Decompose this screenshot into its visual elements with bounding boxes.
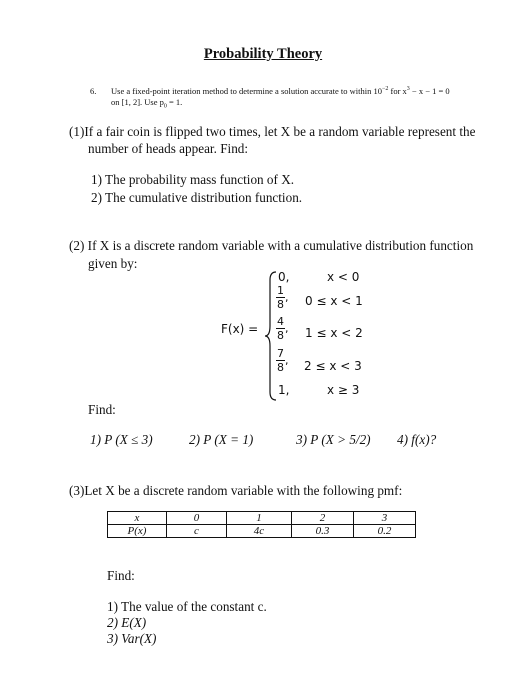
pmf-header-x: x bbox=[108, 512, 167, 525]
p1-item-2: 2) The cumulative distribution function. bbox=[91, 190, 303, 205]
p1-line-1: (1)If a fair coin is flipped two times, let X be a random variable represent the bbox=[69, 124, 476, 139]
p2-item-1: 1) P (X ≤ 3) bbox=[90, 432, 153, 447]
cdf-case-5-condition: x ≥ 3 bbox=[327, 383, 360, 397]
cdf-case-4-condition: 2 ≤ x < 3 bbox=[304, 359, 362, 373]
page-title: Probability Theory bbox=[203, 46, 323, 62]
pmf-header-3: 3 bbox=[354, 512, 416, 525]
p2-find: Find: bbox=[88, 402, 116, 417]
pmf-cell-4c: 4c bbox=[227, 525, 292, 538]
p2-item-4: 4) f(x)? bbox=[397, 432, 437, 447]
pmf-cell-0-3: 0.3 bbox=[292, 525, 354, 538]
p3-item-2: 2) E(X) bbox=[107, 615, 147, 630]
p2-line-2: given by: bbox=[88, 256, 138, 271]
cdf-case-4-fraction: $\frac{7}{8}$ , bbox=[277, 347, 289, 374]
cdf-label: F(x) = bbox=[221, 322, 259, 336]
cdf-case-2-condition: 0 ≤ x < 1 bbox=[305, 294, 363, 308]
p1-item-1: 1) The probability mass function of X. bbox=[91, 172, 295, 187]
pmf-row-label: P(x) bbox=[108, 525, 167, 538]
pmf-header-1: 1 bbox=[227, 512, 292, 525]
cdf-case-5-value: 1, bbox=[278, 383, 290, 397]
q6-line-2: on [1, 2]. Use $p_0 = 1$. bbox=[111, 97, 183, 110]
p2-item-2: 2) P (X = 1) bbox=[189, 432, 254, 447]
cdf-case-2-fraction: $\frac{1}{8}$ , bbox=[277, 284, 289, 311]
cdf-case-3-fraction: $\frac{4}{8}$ , bbox=[277, 315, 289, 342]
p3-line-1: (3)Let X be a discrete random variable with the following pmf: bbox=[69, 483, 403, 498]
cdf-case-3-condition: 1 ≤ x < 2 bbox=[305, 326, 363, 340]
q6-line-1: Use a fixed-point iteration method to determine a solution accurate to within $10^{-2}$ for $x^3 - x - 1 = 0$ bbox=[111, 86, 450, 96]
pmf-header-row bbox=[108, 512, 416, 525]
cdf-case-1-condition: x < 0 bbox=[327, 270, 360, 284]
pmf-value-row bbox=[108, 525, 416, 538]
p2-item-3: 3) P (X > 5/2) bbox=[296, 432, 371, 447]
p3-item-3: 3) Var(X) bbox=[107, 631, 157, 646]
pmf-cell-c: c bbox=[167, 525, 227, 538]
pmf-cell-0-2: 0.2 bbox=[354, 525, 416, 538]
pmf-table bbox=[107, 511, 416, 538]
p3-item-1: 1) The value of the constant c. bbox=[107, 599, 267, 614]
q6-number: 6. bbox=[90, 86, 97, 96]
p2-line-1: (2) If X is a discrete random variable with a cumulative distribution function bbox=[69, 238, 474, 253]
p1-line-2: number of heads appear. Find: bbox=[88, 141, 249, 156]
pmf-header-0: 0 bbox=[167, 512, 227, 525]
p3-find: Find: bbox=[107, 568, 135, 583]
cdf-case-1-value: 0, bbox=[278, 270, 290, 284]
pmf-header-2: 2 bbox=[292, 512, 354, 525]
